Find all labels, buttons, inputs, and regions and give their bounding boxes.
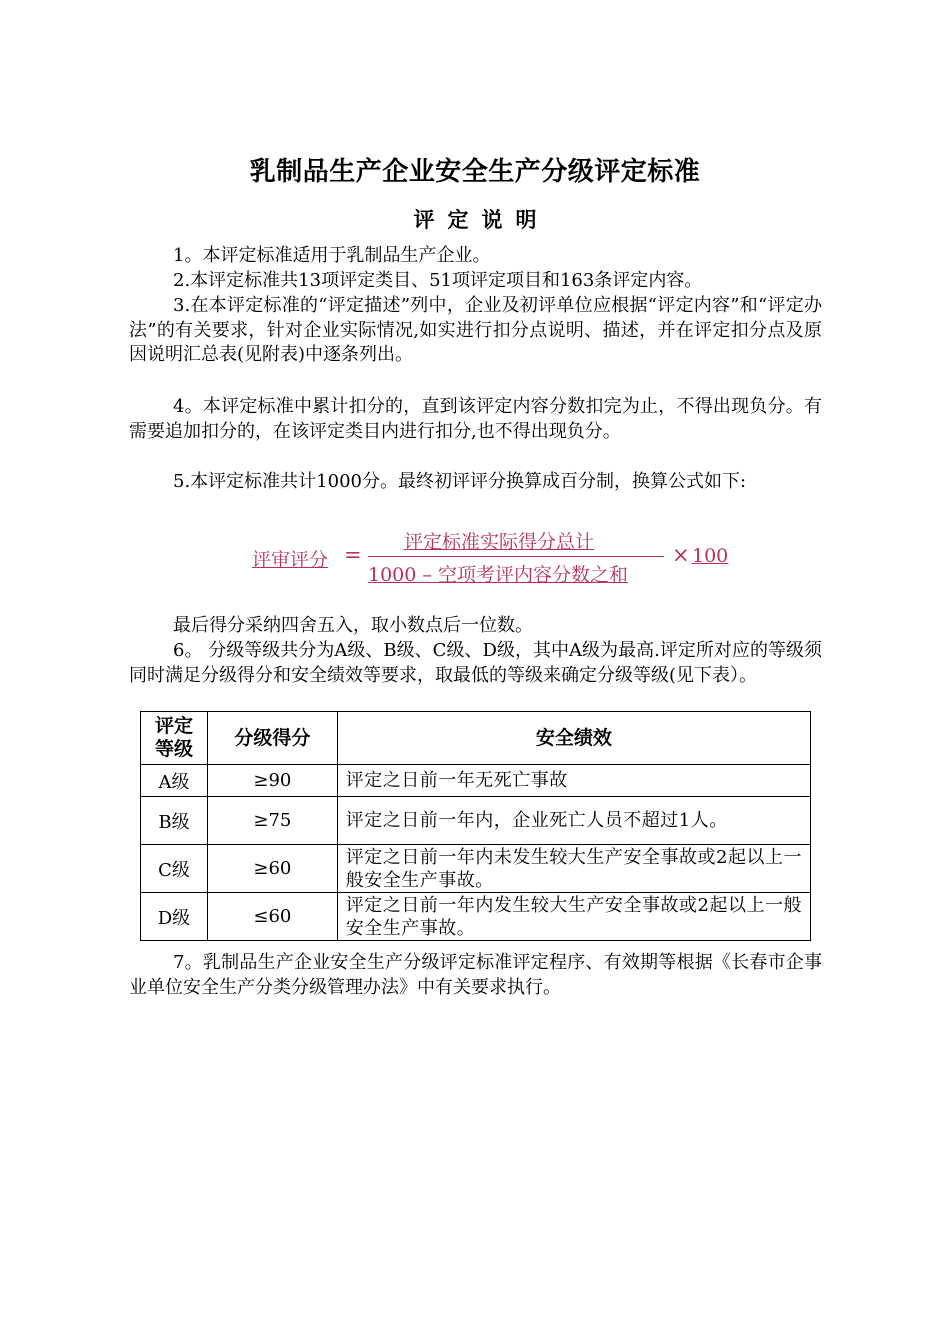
paragraph-7-text: 7。乳制品生产企业安全生产分级评定标准评定程序、有效期等根据《长春市企事业单位安全生产分类分级管理办法》中有关要求执行。 bbox=[129, 952, 822, 998]
table-header-row bbox=[141, 712, 811, 765]
header-score: 分级得分 bbox=[207, 712, 337, 765]
grade-cell: A级 bbox=[141, 765, 208, 797]
score-cell: ≤60 bbox=[207, 893, 337, 941]
paragraph-2 bbox=[129, 269, 822, 294]
paragraph-2-text: 2.本评定标准共13项评定类目、51项评定项目和163条评定内容。 bbox=[173, 270, 703, 291]
performance-cell: 评定之日前一年内未发生较大生产安全事故或2起以上一般安全生产事故。 bbox=[337, 845, 810, 893]
score-cell: ≥60 bbox=[207, 845, 337, 893]
formula-numerator: 评定标准实际得分总计 bbox=[404, 531, 595, 553]
section-heading: 评定说明 bbox=[413, 208, 550, 232]
paragraph-4-text: 4。本评定标准中累计扣分的，直到该评定内容分数扣完为止，不得出现负分。有需要追加扣分的，在该评定类目内进行扣分,也不得出现负分。 bbox=[129, 396, 822, 442]
paragraph-1 bbox=[129, 244, 822, 269]
grade-cell: D级 bbox=[141, 893, 208, 941]
grade-cell: C级 bbox=[141, 845, 208, 893]
score-formula bbox=[252, 527, 742, 591]
denominator-total: 1000 bbox=[368, 564, 417, 586]
table-row bbox=[141, 893, 811, 941]
paragraph-6 bbox=[129, 639, 822, 688]
table-row bbox=[141, 845, 811, 893]
performance-cell: 评定之日前一年无死亡事故 bbox=[337, 765, 810, 797]
score-cell: ≥75 bbox=[207, 797, 337, 845]
paragraph-6-text: 6。 分级等级共分为A级、B级、C级、D级，其中A级为最高.评定所对应的等级须同时满足分级得分和安全绩效等要求，取最低的等级来确定分级等级(见下表）。 bbox=[129, 640, 822, 686]
header-performance: 安全绩效 bbox=[337, 712, 810, 765]
paragraph-7 bbox=[129, 951, 822, 1000]
score-cell: ≥90 bbox=[207, 765, 337, 797]
paragraph-rounding-text: 最后得分采纳四舍五入，取小数点后一位数。 bbox=[173, 615, 533, 636]
grade-cell: B级 bbox=[141, 797, 208, 845]
paragraph-5 bbox=[129, 470, 822, 495]
grade-table bbox=[140, 711, 811, 941]
formula-equals: = bbox=[344, 543, 362, 567]
fraction-bar bbox=[368, 556, 664, 557]
paragraph-3 bbox=[129, 294, 822, 368]
table-row bbox=[141, 765, 811, 797]
paragraph-3-text: 3.在本评定标准的“评定描述”列中，企业及初评单位应根据“评定内容”和“评定办法”的有关要求，针对企业实际情况,如实进行扣分点说明、描述，并在评定扣分点及原因说明汇总表(见附表)中逐条列出。 bbox=[129, 295, 822, 365]
header-grade: 评定等级 bbox=[141, 712, 208, 765]
performance-cell: 评定之日前一年内，企业死亡人员不超过1人。 bbox=[337, 797, 810, 845]
formula-factor: 100 bbox=[692, 545, 729, 567]
paragraph-rounding bbox=[129, 614, 822, 639]
denominator-empty-items: 空项考评内容分数之和 bbox=[437, 564, 628, 586]
table-row bbox=[141, 797, 811, 845]
formula-times: × bbox=[672, 543, 690, 567]
denominator-minus: – bbox=[422, 564, 432, 586]
performance-cell: 评定之日前一年内发生较大生产安全事故或2起以上一般安全生产事故。 bbox=[337, 893, 810, 941]
paragraph-4 bbox=[129, 395, 822, 444]
paragraph-5-text: 5.本评定标准共计1000分。最终初评评分换算成百分制，换算公式如下: bbox=[173, 471, 747, 492]
document-title: 乳制品生产企业安全生产分级评定标准 bbox=[249, 157, 701, 187]
formula-lhs: 评审评分 bbox=[252, 549, 329, 571]
formula-denominator bbox=[368, 560, 628, 587]
paragraph-1-text: 1。本评定标准适用于乳制品生产企业。 bbox=[173, 245, 491, 266]
